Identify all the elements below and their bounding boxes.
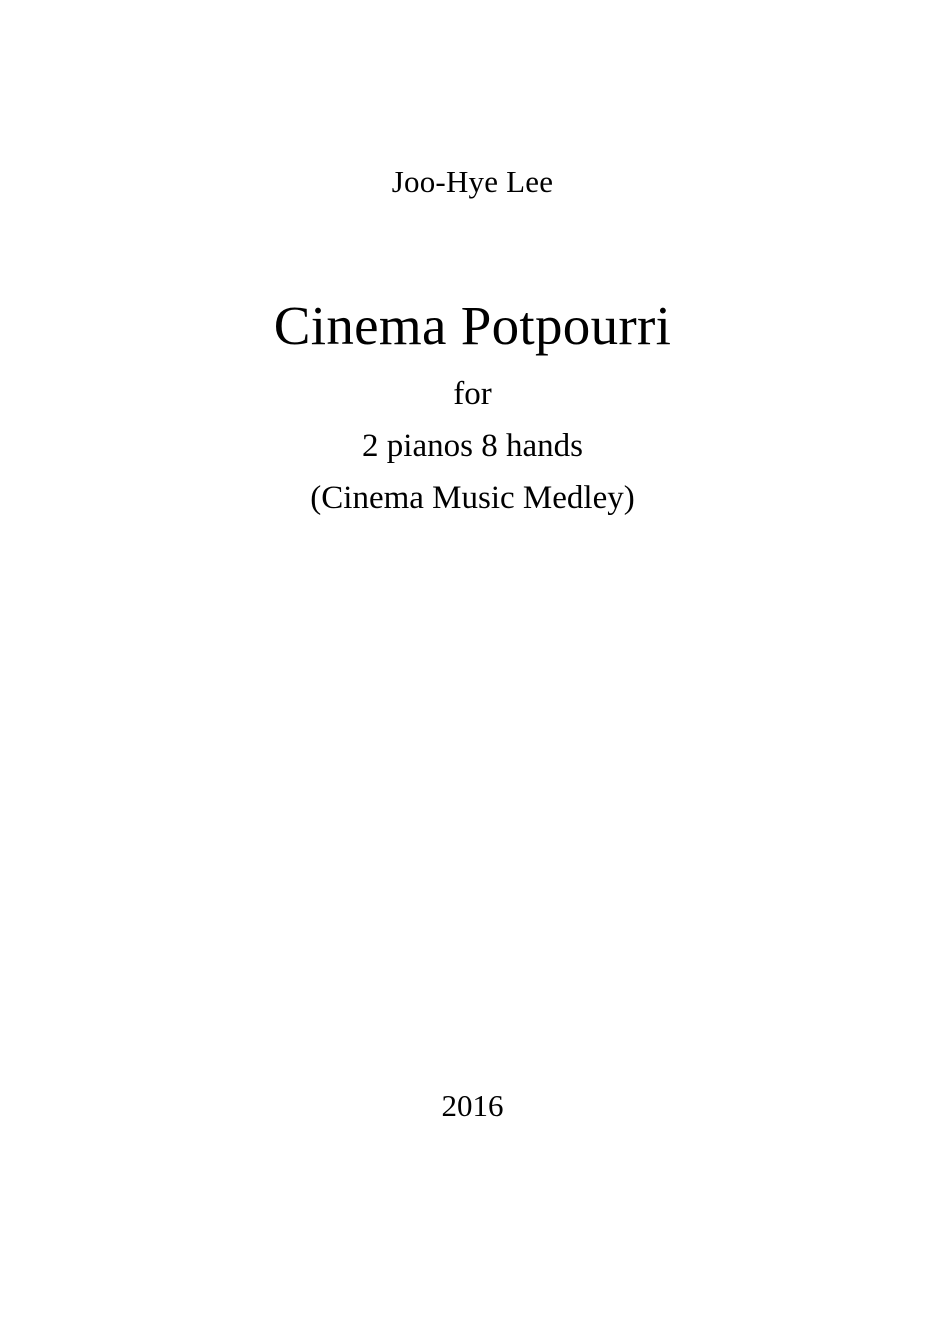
for-label: for — [453, 376, 492, 412]
subtitle-line: (Cinema Music Medley) — [310, 480, 635, 516]
composer-name: Joo-Hye Lee — [391, 164, 554, 199]
year-line: 2016 — [441, 1088, 504, 1123]
page-title: Cinema Potpourri — [273, 295, 672, 356]
instrumentation-line: 2 pianos 8 hands — [362, 428, 583, 464]
